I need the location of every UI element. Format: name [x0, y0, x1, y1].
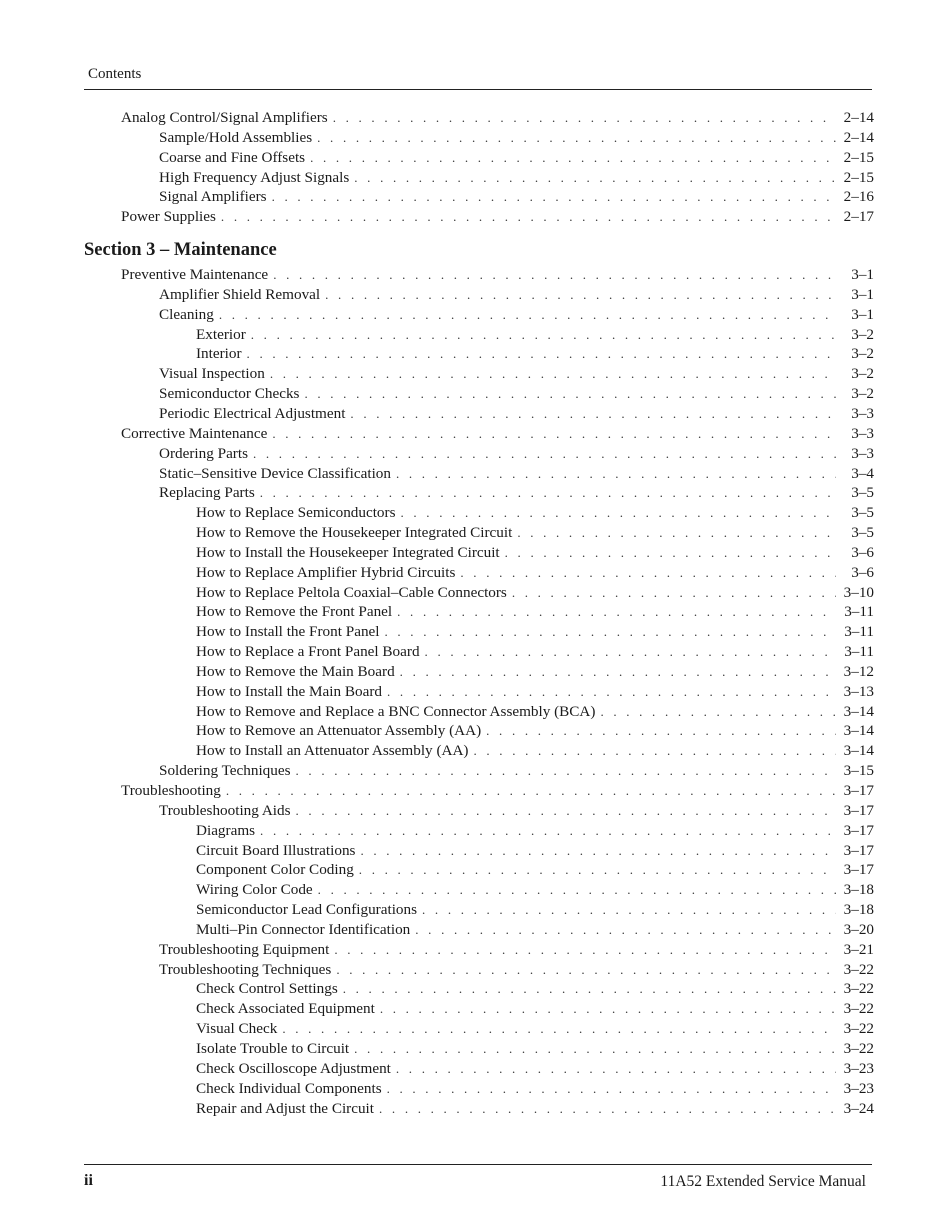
toc-entry-page: 3–23 — [843, 1079, 874, 1097]
toc-entry-page: 3–14 — [843, 722, 874, 740]
toc-entry[interactable] — [84, 979, 874, 999]
footer-page-number: ii — [84, 1172, 93, 1189]
toc-entry[interactable] — [84, 207, 874, 227]
toc-entry-page: 3–3 — [851, 444, 874, 462]
toc-entry-title: How to Remove the Housekeeper Integrated Circuit — [196, 524, 513, 542]
toc-entry-page: 3–17 — [843, 861, 874, 879]
toc-entry-page: 3–1 — [851, 266, 874, 284]
toc-entry-title: Check Control Settings — [196, 980, 338, 998]
table-of-contents — [84, 108, 874, 1118]
toc-entry-title: Static–Sensitive Device Classification — [159, 464, 391, 482]
toc-entry-title: Troubleshooting Equipment — [159, 940, 330, 958]
dot-leader — [354, 1039, 836, 1059]
dot-leader — [600, 702, 836, 722]
toc-entry-title: How to Replace a Front Panel Board — [196, 643, 420, 661]
toc-section-3 — [84, 265, 874, 1118]
footer-manual-title: 11A52 Extended Service Manual — [660, 1173, 866, 1190]
toc-entry-page: 3–21 — [843, 940, 874, 958]
toc-entry-title: Circuit Board Illustrations — [196, 841, 356, 859]
dot-leader — [325, 285, 836, 305]
toc-entry-page: 3–3 — [851, 404, 874, 422]
toc-entry-title: Soldering Techniques — [159, 762, 291, 780]
toc-entry-page: 3–1 — [851, 285, 874, 303]
toc-entry[interactable] — [84, 503, 874, 523]
dot-leader — [360, 841, 836, 861]
toc-entry-title: Isolate Trouble to Circuit — [196, 1039, 350, 1057]
toc-entry-page: 3–22 — [843, 980, 874, 998]
toc-entry[interactable] — [84, 128, 874, 148]
toc-entry-title: Wiring Color Code — [196, 881, 313, 899]
toc-entry-page: 3–15 — [843, 762, 874, 780]
toc-entry-page: 3–20 — [843, 920, 874, 938]
toc-entry[interactable] — [84, 187, 874, 207]
toc-entry-title: Amplifier Shield Removal — [159, 285, 321, 303]
dot-leader — [387, 1079, 836, 1099]
toc-entry-page: 3–17 — [843, 821, 874, 839]
toc-entry-page: 3–5 — [851, 484, 874, 502]
toc-entry[interactable] — [84, 1019, 874, 1039]
dot-leader — [334, 940, 836, 960]
toc-entry-title: Signal Amplifiers — [159, 188, 267, 206]
toc-entry[interactable] — [84, 702, 874, 722]
toc-entry-page: 3–2 — [851, 325, 874, 343]
dot-leader — [379, 1099, 836, 1119]
toc-entry-title: High Frequency Adjust Signals — [159, 168, 350, 186]
toc-entry[interactable] — [84, 168, 874, 188]
toc-entry-title: Visual Check — [196, 1020, 278, 1038]
header-divider — [84, 89, 872, 90]
dot-leader — [400, 662, 836, 682]
toc-entry-title: Troubleshooting — [121, 782, 221, 799]
toc-entry-page: 3–17 — [843, 801, 874, 819]
toc-entry-page: 3–1 — [851, 305, 874, 323]
toc-entry-title: Preventive Maintenance — [121, 266, 269, 284]
toc-entry-page: 3–17 — [843, 782, 874, 799]
toc-entry-page: 3–13 — [843, 682, 874, 700]
toc-entry[interactable] — [84, 642, 874, 662]
toc-entry[interactable] — [84, 1039, 874, 1059]
footer-divider — [84, 1164, 872, 1165]
toc-entry[interactable] — [84, 543, 874, 563]
toc-entry[interactable] — [84, 761, 874, 781]
toc-entry[interactable] — [84, 325, 874, 345]
toc-entry[interactable] — [84, 920, 874, 940]
toc-entry[interactable] — [84, 305, 874, 325]
toc-entry[interactable] — [84, 1059, 874, 1079]
toc-entry-page: 3–2 — [851, 385, 874, 403]
toc-entry[interactable] — [84, 940, 874, 960]
toc-entry-page: 3–11 — [844, 603, 874, 621]
dot-leader — [318, 880, 836, 900]
dot-leader — [396, 1059, 836, 1079]
toc-entry-page: 3–22 — [843, 1039, 874, 1057]
page-header-title: Contents — [88, 66, 142, 82]
toc-entry-page: 3–2 — [851, 345, 874, 363]
toc-entry[interactable] — [84, 464, 874, 484]
toc-entry[interactable] — [84, 880, 874, 900]
toc-entry-page: 3–17 — [843, 841, 874, 859]
toc-entry-title: How to Install the Front Panel — [196, 623, 380, 641]
toc-entry[interactable] — [84, 801, 874, 821]
toc-entry-title: Corrective Maintenance — [121, 424, 268, 442]
toc-entry[interactable] — [84, 602, 874, 622]
toc-entry[interactable] — [84, 148, 874, 168]
toc-entry[interactable] — [84, 960, 874, 980]
toc-entry[interactable] — [84, 721, 874, 741]
dot-leader — [310, 148, 836, 168]
toc-entry-title: Semiconductor Lead Configurations — [196, 901, 418, 919]
toc-entry-title: Multi–Pin Connector Identification — [196, 920, 411, 938]
dot-leader — [397, 602, 836, 622]
toc-entry[interactable] — [84, 424, 874, 444]
toc-entry-page: 3–6 — [851, 543, 874, 561]
toc-entry[interactable] — [84, 384, 874, 404]
toc-entry-title: Interior — [196, 345, 242, 363]
toc-entry-page: 3–14 — [843, 702, 874, 720]
dot-leader — [350, 404, 836, 424]
toc-entry-page: 3–11 — [844, 623, 874, 641]
toc-entry[interactable] — [84, 1079, 874, 1099]
toc-entry-page: 2–14 — [843, 128, 874, 146]
toc-entry-page: 3–22 — [843, 960, 874, 978]
toc-entry-page: 3–5 — [851, 504, 874, 522]
toc-entry-title: Exterior — [196, 325, 246, 343]
toc-entry[interactable] — [84, 821, 874, 841]
toc-entry-page: 2–15 — [843, 148, 874, 166]
toc-entry[interactable] — [84, 860, 874, 880]
toc-entry-page: 3–22 — [843, 1000, 874, 1018]
toc-entry-title: How to Remove and Replace a BNC Connector Assembly (BCA) — [196, 702, 596, 720]
toc-entry-page: 2–17 — [843, 208, 874, 226]
toc-entry-page: 2–16 — [843, 188, 874, 206]
toc-entry-page: 3–14 — [843, 742, 874, 760]
toc-entry-title: How to Install the Housekeeper Integrated Circuit — [196, 543, 500, 561]
toc-entry-title: How to Install an Attenuator Assembly (AA) — [196, 742, 469, 760]
dot-leader — [282, 1019, 836, 1039]
toc-entry[interactable] — [84, 344, 874, 364]
dot-leader — [425, 642, 836, 662]
toc-entry[interactable] — [84, 523, 874, 543]
toc-entry[interactable] — [84, 682, 874, 702]
dot-leader — [474, 741, 837, 761]
toc-entry-title: How to Replace Peltola Coaxial–Cable Connectors — [196, 583, 507, 601]
toc-entry-page: 2–14 — [843, 109, 874, 126]
toc-entry-title: Analog Control/Signal Amplifiers — [121, 109, 328, 126]
toc-entry-title: Check Individual Components — [196, 1079, 382, 1097]
toc-entry-page: 3–11 — [844, 643, 874, 661]
dot-leader — [226, 781, 836, 801]
toc-entry-page: 3–10 — [843, 583, 874, 601]
dot-leader — [512, 583, 836, 603]
dot-leader — [517, 523, 836, 543]
toc-entry-title: Replacing Parts — [159, 484, 255, 502]
toc-entry-title: Check Oscilloscope Adjustment — [196, 1059, 391, 1077]
dot-leader — [273, 265, 836, 285]
dot-leader — [380, 999, 836, 1019]
toc-entry[interactable] — [84, 563, 874, 583]
toc-entry-page: 3–5 — [851, 524, 874, 542]
toc-entry[interactable] — [84, 999, 874, 1019]
toc-entry-title: Check Associated Equipment — [196, 1000, 375, 1018]
dot-leader — [401, 503, 837, 523]
dot-leader — [396, 464, 836, 484]
toc-entry-title: Sample/Hold Assemblies — [159, 128, 313, 146]
toc-entry[interactable] — [84, 900, 874, 920]
dot-leader — [296, 801, 836, 821]
toc-entry-page: 3–4 — [851, 464, 874, 482]
toc-entry[interactable] — [84, 285, 874, 305]
dot-leader — [387, 682, 836, 702]
dot-leader — [343, 979, 836, 999]
toc-entry-title: Ordering Parts — [159, 444, 248, 462]
toc-entry[interactable] — [84, 265, 874, 285]
toc-entry-page: 3–3 — [851, 424, 874, 442]
toc-entry-title: How to Install the Main Board — [196, 682, 383, 700]
dot-leader — [253, 444, 836, 464]
toc-entry[interactable] — [84, 364, 874, 384]
toc-entry[interactable] — [84, 622, 874, 642]
toc-entry[interactable] — [84, 583, 874, 603]
toc-entry-page: 3–2 — [851, 365, 874, 383]
toc-entry-title: Troubleshooting Aids — [159, 801, 291, 819]
dot-leader — [415, 920, 836, 940]
toc-entry-title: Troubleshooting Techniques — [159, 960, 332, 978]
dot-leader — [272, 187, 836, 207]
toc-entry-page: 2–15 — [843, 168, 874, 186]
toc-entry[interactable] — [84, 741, 874, 761]
dot-leader — [460, 563, 836, 583]
dot-leader — [247, 344, 836, 364]
toc-entry[interactable] — [84, 841, 874, 861]
toc-entry-title: Visual Inspection — [159, 365, 265, 383]
toc-entry-page: 3–18 — [843, 901, 874, 919]
toc-entry-title: How to Replace Amplifier Hybrid Circuits — [196, 563, 456, 581]
section-heading: Section 3 – Maintenance — [84, 240, 277, 261]
dot-leader — [260, 821, 836, 841]
dot-leader — [317, 128, 836, 148]
dot-leader — [385, 622, 837, 642]
toc-entry[interactable] — [84, 483, 874, 503]
toc-entry[interactable] — [84, 781, 874, 801]
dot-leader — [505, 543, 836, 563]
toc-entry-title: How to Remove the Main Board — [196, 662, 395, 680]
dot-leader — [354, 168, 836, 188]
toc-entry-title: Cleaning — [159, 305, 214, 323]
dot-leader — [270, 364, 836, 384]
dot-leader — [486, 721, 836, 741]
toc-entry-page: 3–18 — [843, 881, 874, 899]
toc-entry[interactable] — [84, 108, 874, 128]
toc-entry-title: Component Color Coding — [196, 861, 354, 879]
toc-entry-title: Diagrams — [196, 821, 256, 839]
toc-entry-page: 3–12 — [843, 662, 874, 680]
toc-entry-page: 3–23 — [843, 1059, 874, 1077]
toc-section-2-continued — [84, 108, 874, 227]
toc-entry-title: How to Replace Semiconductors — [196, 504, 396, 522]
toc-entry-title: Semiconductor Checks — [159, 385, 300, 403]
toc-entry-page: 3–24 — [843, 1099, 874, 1117]
dot-leader — [333, 108, 836, 128]
toc-entry[interactable] — [84, 1099, 874, 1119]
dot-leader — [221, 207, 836, 227]
dot-leader — [219, 305, 836, 325]
toc-entry-title: Periodic Electrical Adjustment — [159, 404, 346, 422]
toc-entry[interactable] — [84, 662, 874, 682]
dot-leader — [272, 424, 836, 444]
toc-entry[interactable] — [84, 404, 874, 424]
dot-leader — [336, 960, 836, 980]
dot-leader — [296, 761, 836, 781]
dot-leader — [359, 860, 836, 880]
toc-entry-title: How to Remove an Attenuator Assembly (AA) — [196, 722, 482, 740]
toc-entry-title: How to Remove the Front Panel — [196, 603, 393, 621]
dot-leader — [304, 384, 836, 404]
toc-entry[interactable] — [84, 444, 874, 464]
toc-entry-title: Repair and Adjust the Circuit — [196, 1099, 375, 1117]
toc-entry-title: Power Supplies — [121, 208, 216, 226]
toc-entry-title: Coarse and Fine Offsets — [159, 148, 306, 166]
dot-leader — [251, 325, 836, 345]
toc-entry-page: 3–22 — [843, 1020, 874, 1038]
toc-entry-page: 3–6 — [851, 563, 874, 581]
dot-leader — [422, 900, 836, 920]
dot-leader — [260, 483, 836, 503]
